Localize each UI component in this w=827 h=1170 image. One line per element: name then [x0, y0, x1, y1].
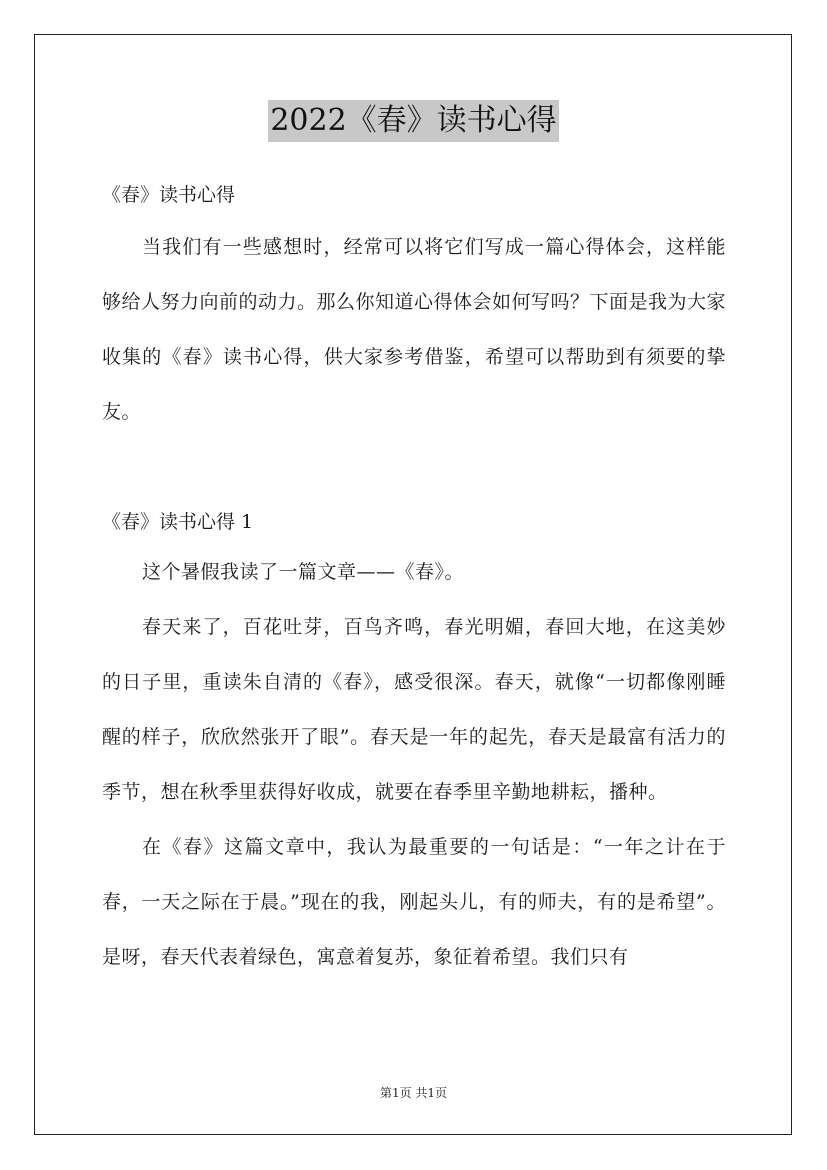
section-heading: 《春》读书心得 1: [102, 511, 254, 533]
intro-section: [102, 220, 726, 440]
section-body: [102, 545, 726, 985]
title-container: [0, 100, 827, 142]
intro-paragraph: 当我们有一些感想时，经常可以将它们写成一篇心得体会，这样能够给人努力向前的动力。那么你知道心得体会如何写吗？下面是我为大家收集的《春》读书心得，供大家参考借鉴，希望可以帮助到有须要的挚友。: [102, 236, 727, 423]
paragraph-1: 这个暑假我读了一篇文章——《春》。: [142, 561, 465, 583]
page-footer: 第1页 共1页: [379, 1086, 448, 1100]
paragraph-2: 春天来了，百花吐芽，百鸟齐鸣，春光明媚，春回大地，在这美妙的日子里，重读朱自清的《春》，感受很深。春天，就像“一切都像刚睡醒的样子，欣欣然张开了眼”。春天是一年的起先，春天是最富有活力的季节，想在秋季里获得好收成，就要在春季里辛勤地耕耘，播种。: [102, 616, 726, 803]
paragraph-3: 在《春》这篇文章中，我认为最重要的一句话是：“一年之计在于春，一天之际在于晨。”现在的我，刚起头儿，有的师夫，有的是希望”。是呀，春天代表着绿色，寓意着复苏，象征着希望。我们只有: [102, 836, 726, 968]
document-subtitle: 《春》读书心得: [102, 184, 236, 206]
document-title: 2022《春》读书心得: [268, 100, 558, 142]
